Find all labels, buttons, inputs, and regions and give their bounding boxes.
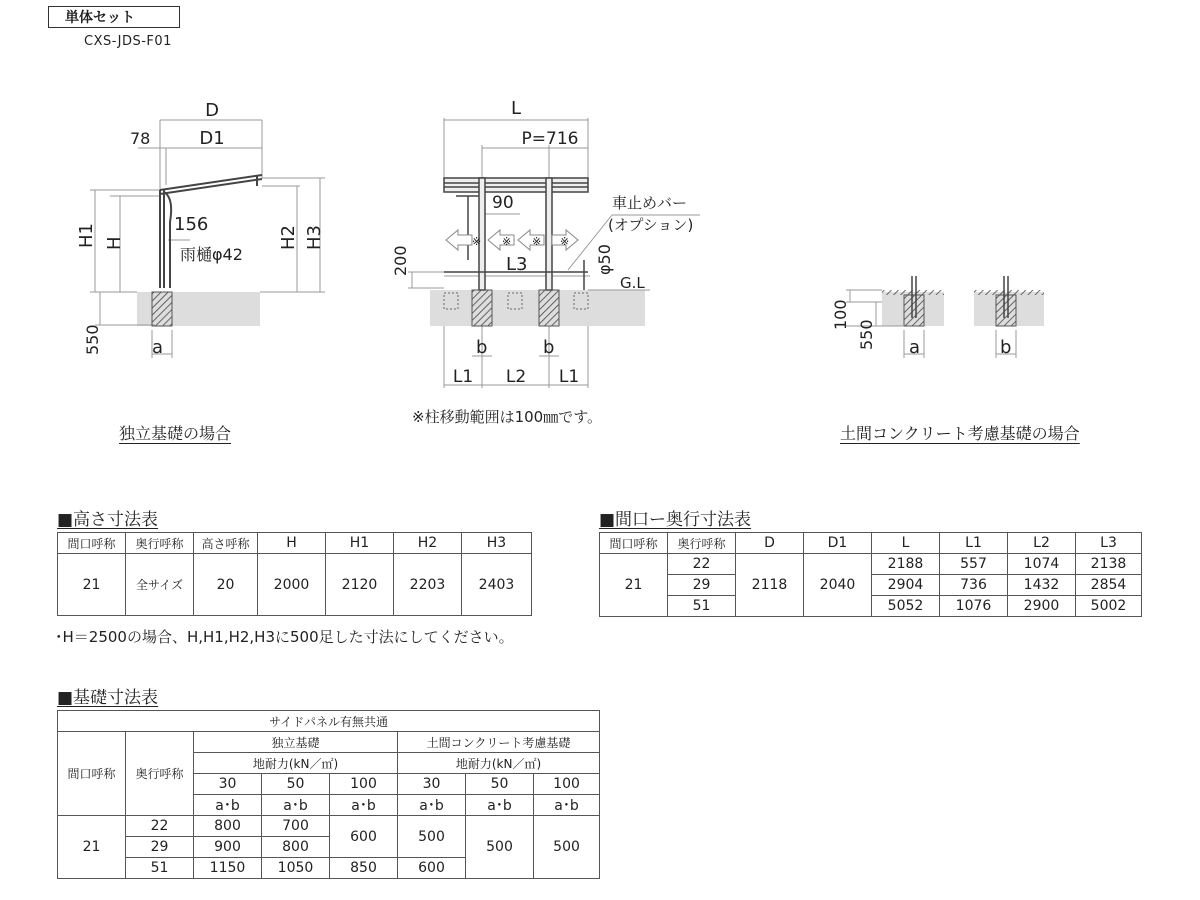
header-cell: 高さ呼称 <box>194 533 258 554</box>
dim-clearance: 200 <box>391 245 410 276</box>
dim-D1: D1 <box>199 128 225 149</box>
header-cell: D1 <box>804 533 872 554</box>
header-cell: 土間コンクリート考慮基礎 <box>398 732 600 753</box>
header-cell: H3 <box>462 533 532 554</box>
header-cell: L2 <box>1008 533 1076 554</box>
header-cell: L3 <box>1076 533 1142 554</box>
header-cell: 30 <box>194 774 262 795</box>
dim-D: D <box>205 100 219 121</box>
header-cell: 奥行呼称 <box>668 533 736 554</box>
concrete-a: a <box>909 337 921 358</box>
dim-L3: L3 <box>506 254 528 275</box>
cell: 2188 <box>872 554 940 575</box>
header-cell: 50 <box>466 774 534 795</box>
header-cell: a･b <box>398 795 466 816</box>
header-cell: a･b <box>534 795 600 816</box>
cell: 51 <box>668 596 736 617</box>
gutter-label: 雨樋φ42 <box>180 245 243 264</box>
header-cell: L <box>872 533 940 554</box>
cell: 21 <box>58 554 126 616</box>
height-table <box>57 532 532 616</box>
header-cell: 100 <box>330 774 398 795</box>
stopper-label: 車止めバー <box>612 194 688 212</box>
cell: 2854 <box>1076 575 1142 596</box>
width-table-title: ■間口ー奥行寸法表 <box>599 510 752 530</box>
header-cell: 独立基礎 <box>194 732 398 753</box>
dim-H: H <box>104 236 125 250</box>
cell: 736 <box>940 575 1008 596</box>
cell: 2138 <box>1076 554 1142 575</box>
cell: 5052 <box>872 596 940 617</box>
header-cell: a･b <box>194 795 262 816</box>
foundation-table-title: ■基礎寸法表 <box>57 688 159 708</box>
header-cell: サイドパネル有無共通 <box>58 711 600 732</box>
header-cell: 地耐力(kN／㎡) <box>194 753 398 774</box>
header-cell: a･b <box>262 795 330 816</box>
header-cell: a･b <box>466 795 534 816</box>
note-move-range: ※柱移動範囲は100㎜です。 <box>412 408 602 426</box>
cell: 29 <box>668 575 736 596</box>
cell: 2203 <box>394 554 462 616</box>
header-cell: 間口呼称 <box>58 533 126 554</box>
found-a-label: a <box>152 337 164 358</box>
header-cell: H2 <box>394 533 462 554</box>
dim-550: 550 <box>857 319 876 350</box>
dim-H2: H2 <box>278 225 299 250</box>
cell: 1432 <box>1008 575 1076 596</box>
concrete-b: b <box>1000 337 1012 358</box>
dim-H3: H3 <box>304 225 325 250</box>
dim-100: 100 <box>831 299 850 330</box>
ground-label: G.L <box>620 274 645 292</box>
foundation-table <box>57 710 600 879</box>
caption-independent: 独立基礎の場合 <box>119 424 232 443</box>
table-row <box>600 554 1142 575</box>
cell: 20 <box>194 554 258 616</box>
cell: 51 <box>126 858 194 879</box>
dim-L1-left: L1 <box>452 367 474 387</box>
dim-offset: 90 <box>492 193 514 213</box>
cell: 800 <box>194 816 262 837</box>
header-cell: 間口呼称 <box>600 533 668 554</box>
cell: 600 <box>398 858 466 879</box>
cell: 500 <box>466 816 534 879</box>
height-footnote: ･H＝2500の場合、H,H1,H2,H3に500足した寸法にしてください。 <box>55 628 514 646</box>
header-cell: 50 <box>262 774 330 795</box>
cell: 2118 <box>736 554 804 617</box>
dim-L2: L2 <box>505 367 527 387</box>
cell: 1150 <box>194 858 262 879</box>
table-header-row <box>58 732 600 753</box>
table-header-row <box>58 711 600 732</box>
cell: 2120 <box>326 554 394 616</box>
table-header-row <box>58 533 532 554</box>
cell: 21 <box>58 816 126 879</box>
header-cell: 奥行呼称 <box>126 533 194 554</box>
header-cell: 30 <box>398 774 466 795</box>
cell: 2000 <box>258 554 326 616</box>
cell: 700 <box>262 816 330 837</box>
header-cell: H <box>258 533 326 554</box>
cell: 557 <box>940 554 1008 575</box>
move-mark: ※ <box>472 235 482 248</box>
dim-embed: 550 <box>83 324 102 355</box>
cell: 600 <box>330 816 398 858</box>
dim-overhang: 78 <box>130 129 151 148</box>
header-cell: 100 <box>534 774 600 795</box>
cell: 1076 <box>940 596 1008 617</box>
cell: 1050 <box>262 858 330 879</box>
cell: 500 <box>534 816 600 879</box>
header-cell: D <box>736 533 804 554</box>
set-label: 単体セット <box>48 6 180 28</box>
move-mark: ※ <box>560 235 570 248</box>
cell: 29 <box>126 837 194 858</box>
cell: 900 <box>194 837 262 858</box>
bar-diameter: φ50 <box>595 244 614 275</box>
dim-H1: H1 <box>76 223 97 248</box>
dim-pitch: P=716 <box>521 129 579 149</box>
cell: 850 <box>330 858 398 879</box>
cell: 800 <box>262 837 330 858</box>
dim-post-width: 156 <box>174 214 209 235</box>
header-cell: L1 <box>940 533 1008 554</box>
table-row <box>58 816 600 837</box>
header-cell: 地耐力(kN／㎡) <box>398 753 600 774</box>
header-cell: 奥行呼称 <box>126 732 194 816</box>
dim-b2: b <box>543 337 555 358</box>
cell: 2403 <box>462 554 532 616</box>
cell: 21 <box>600 554 668 617</box>
cell: 1074 <box>1008 554 1076 575</box>
table-row <box>58 554 532 616</box>
dim-L: L <box>510 98 522 119</box>
dim-b1: b <box>476 337 488 358</box>
height-table-title: ■高さ寸法表 <box>57 510 159 530</box>
caption-concrete: 土間コンクリート考慮基礎の場合 <box>840 424 1080 443</box>
cell: 5002 <box>1076 596 1142 617</box>
table-header-row <box>600 533 1142 554</box>
model-code: CXS-JDS-F01 <box>84 34 172 49</box>
move-mark: ※ <box>502 235 512 248</box>
header-cell: H1 <box>326 533 394 554</box>
width-depth-table <box>599 532 1142 617</box>
cell: 22 <box>126 816 194 837</box>
move-mark: ※ <box>532 235 542 248</box>
cell: 22 <box>668 554 736 575</box>
cell: 2900 <box>1008 596 1076 617</box>
header-cell: 間口呼称 <box>58 732 126 816</box>
cell: 500 <box>398 816 466 858</box>
dim-L1-right: L1 <box>558 367 580 387</box>
cell: 2904 <box>872 575 940 596</box>
cell: 2040 <box>804 554 872 617</box>
header-cell: a･b <box>330 795 398 816</box>
option-label: (オプション) <box>608 216 694 234</box>
cell: 全サイズ <box>126 554 194 616</box>
